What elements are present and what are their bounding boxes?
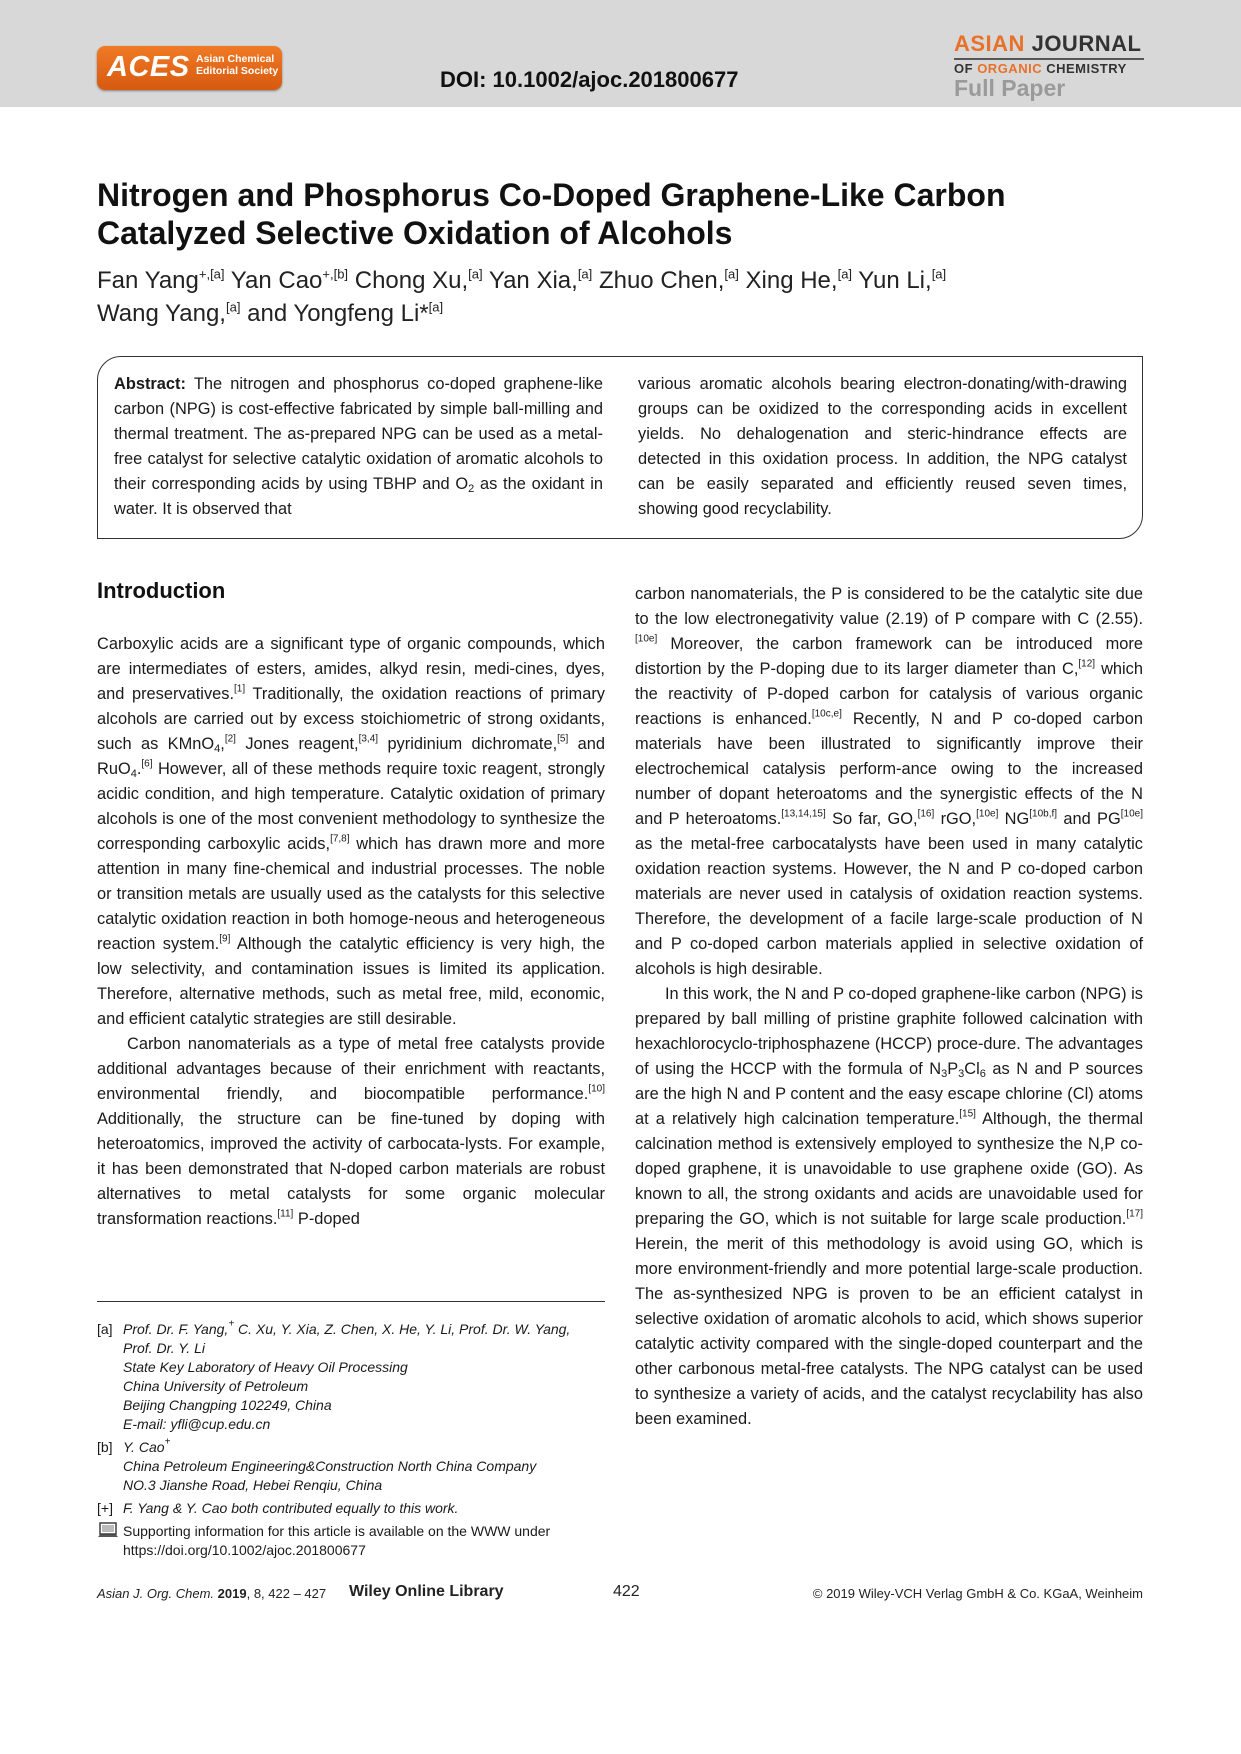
page-header <box>0 0 1241 107</box>
footnote-a-line4: China University of Petroleum <box>123 1378 309 1394</box>
abstract-left-column <box>114 372 603 522</box>
author-affiliation: [a] <box>577 266 593 282</box>
footer-year: 2019 <box>217 1586 247 1601</box>
text-run: and RuO <box>97 735 606 778</box>
footnote-b-tag: [b] <box>97 1439 113 1455</box>
subscript: 4 <box>214 742 221 755</box>
footnote-a-line2: Prof. Dr. Y. Li <box>123 1340 205 1356</box>
title-line-2: Catalyzed Selective Oxidation of Alcohols <box>97 215 733 251</box>
subscript: 3 <box>941 1067 948 1080</box>
citation-ref: [16] <box>917 808 935 820</box>
author-affiliation: [a] <box>724 266 739 282</box>
text-run: Carbon nanomaterials as a type of metal free catalysts provide additional advantages because of their enrichment with reactants, environmental friendly, and biocompatible performance. <box>97 1035 605 1103</box>
footnote-a-tag: [a] <box>97 1321 113 1337</box>
author-name: Zhuo Chen, <box>598 267 725 294</box>
author-name: Fan Yang <box>97 267 199 294</box>
left-paragraph-2 <box>97 1032 605 1232</box>
citation-ref: [10e] <box>976 808 999 820</box>
aces-logo-sub2: Editorial Society <box>196 65 279 77</box>
abstract-label: Abstract: <box>114 375 186 393</box>
article-title <box>97 176 1097 252</box>
wiley-online-library-link[interactable]: Wiley Online Library <box>349 1583 504 1600</box>
footer-citation <box>97 1586 326 1601</box>
text-run: Although the catalytic efficiency is very high, the low selectivity, and contamination issues is limited its application. Therefore, alternative methods, such as metal free, mild, economic, and efficient catalytic strategies are still desirable. <box>97 935 605 1028</box>
citation-ref: [10] <box>588 1083 605 1095</box>
subscript: 4 <box>130 767 137 780</box>
footnote-a-email[interactable]: E-mail: yfli@cup.edu.cn <box>123 1416 271 1432</box>
text-run: Herein, the merit of this methodology is avoid using GO, which is more environment-friendly and more potential large-scale production. The as-synthesized NPG is proven to be an efficient catalyst in selective oxidation of aromatic alcohols to acid, which shows superior catalytic activity compared with the single-doped counterpart and the other carbonous metal-free catalysts. The NPG catalyst can be used to synthesize a variety of acids, and the catalyst recyclability has also been examined. <box>635 1235 1143 1428</box>
citation-ref: [3,4] <box>358 733 379 745</box>
citation-ref: [11] <box>277 1208 294 1220</box>
text-run: pyridinium dichromate, <box>378 735 558 753</box>
citation-ref: [17] <box>1126 1208 1143 1220</box>
footnote-b-line2: China Petroleum Engineering&Construction North China Company <box>123 1458 537 1474</box>
text-run: which has drawn more and more attention in many fine-chemical and industrial processes. The noble or transition metals are usually used as the catalysts for this selective catalytic oxidation reaction in both homoge-neous and heterogeneous reaction system. <box>97 835 605 953</box>
author-affiliation: [a] <box>225 299 241 315</box>
author-name: and Yongfeng Li* <box>247 300 429 327</box>
copyright: © 2019 Wiley-VCH Verlag GmbH & Co. KGaA, Weinheim <box>812 1586 1143 1601</box>
footnote-plus <box>97 1499 605 1518</box>
text-run: , <box>220 735 225 753</box>
author-affiliation: [a] <box>428 299 444 315</box>
text-run: Carboxylic acids are a significant type of organic compounds, which are intermediates of esters, amides, alkyd resin, medi-cines, dyes, and preservatives. <box>97 635 605 703</box>
text-run: Moreover, the carbon framework can be introduced more distortion by the P-doping due to its larger diameter than C, <box>635 635 1143 678</box>
citation-ref: [2] <box>224 733 236 745</box>
footnote-a-line1-sup: + <box>228 1318 235 1330</box>
citation-ref: [10b,f] <box>1029 808 1058 820</box>
text-run: Jones reagent, <box>235 735 359 753</box>
section-heading-introduction: Introduction <box>97 578 226 603</box>
footnote-b-line3: NO.3 Jianshe Road, Hebei Renqiu, China <box>123 1477 383 1493</box>
citation-ref: [12] <box>1078 658 1096 670</box>
title-line-1: Nitrogen and Phosphorus Co-Doped Graphene-Like Carbon <box>97 177 1006 213</box>
abstract-left-tail: as the oxidant in water. It is observed that <box>114 475 603 518</box>
footnote-supporting-info <box>97 1522 605 1560</box>
footnote-a <box>97 1320 605 1434</box>
author-list <box>97 264 1147 330</box>
aces-logo-sub1: Asian Chemical <box>196 53 275 65</box>
abstract-right-column: various aromatic alcohols bearing electron-donating/with-drawing groups can be oxidized to the corresponding acids in excellent yields. No dehalogenation and steric-hindrance effects are detected in this oxidation process. In addition, the NPG catalyst can be easily separated and efficiently reused seven times, showing good recyclability. <box>638 375 1127 518</box>
text-run: So far, GO, <box>825 810 918 828</box>
text-run: rGO, <box>934 810 977 828</box>
author-affiliation: +,[b] <box>322 266 349 282</box>
abstract-left-text: The nitrogen and phosphorus co-doped graphene-like carbon (NPG) is cost-effective fabricated by simple ball-milling and thermal treatment. The as-prepared NPG can be used as a metal-free catalyst for selective catalytic oxidation of aromatic alcohols to their corresponding acids by using TBHP and O <box>114 375 603 493</box>
footnote-a-line1-pre: Prof. Dr. F. Yang, <box>123 1321 229 1337</box>
journal-logo-divider <box>954 58 1144 60</box>
citation-ref: [5] <box>557 733 569 745</box>
right-paragraph-1 <box>635 582 1143 982</box>
footnote-plus-tag: [+] <box>97 1500 113 1516</box>
text-run: Traditionally, the oxidation reactions of primary alcohols are carried out by excess stoichiometric of strong oxidants, such as KMnO <box>97 685 605 753</box>
body-left-column <box>97 632 605 1232</box>
text-run: and PG <box>1057 810 1121 828</box>
author-affiliation: +,[a] <box>198 266 225 282</box>
doi: DOI: 10.1002/ajoc.201800677 <box>440 67 739 92</box>
author-name: Yan Cao <box>230 267 323 294</box>
subscript: 6 <box>979 1067 986 1080</box>
text-run: In this work, the N and P co-doped graphene-like carbon (NPG) is prepared by ball milling of pristine graphite followed calcination with hexachlorocyclo-triphosphazene (HCCP) proce-dure. The advantages of using the HCCP with the formula of N <box>635 985 1143 1078</box>
author-affiliation: [a] <box>837 266 853 282</box>
text-run: Although, the thermal calcination method is extensively employed to synthesize the N,P co-doped graphene, it is unavoidable to use graphene oxide (GO). As known to all, the strong oxidants and acids are unavoidable used for preparing the GO, which is not suitable for large scale production. <box>635 1110 1143 1228</box>
author-name: Xing He, <box>745 267 838 294</box>
author-affiliation: [a] <box>468 266 483 282</box>
left-paragraph-1 <box>97 632 605 1032</box>
text-run: as the metal-free carbocatalysts have been used in many catalytic oxidation reaction systems. However, the N and P co-doped carbon materials are never used in catalysis of oxidation reaction systems. Therefore, the development of a facile large-scale production of N and P co-doped carbon materials applied in selective oxidation of alcohols is high desirable. <box>635 835 1143 978</box>
citation-ref: [10c,e] <box>811 708 842 720</box>
footnote-b-line1-pre: Y. Cao <box>123 1439 165 1455</box>
footnote-b <box>97 1438 605 1495</box>
text-run: Recently, N and P co-doped carbon materials have been illustrated to significantly improve their electrochemical catalysis perform-ance owing to the increased number of dopant heteroatoms and the synergistic effects of the N and P heteroatoms. <box>635 710 1143 828</box>
citation-ref: [1] <box>234 683 246 695</box>
footnote-divider <box>97 1301 605 1302</box>
text-run: P-doped <box>293 1210 360 1228</box>
page-footer <box>97 1583 1143 1603</box>
citation-ref: [13,14,15] <box>781 808 826 820</box>
journal-organic: ORGANIC <box>977 61 1043 76</box>
page-number: 422 <box>613 1583 640 1600</box>
footnote-a-line3: State Key Laboratory of Heavy Oil Processing <box>123 1359 408 1375</box>
citation-ref: [7,8] <box>330 833 350 845</box>
aces-logo <box>97 46 282 90</box>
citation-ref: [15] <box>959 1108 976 1120</box>
journal-chemistry: CHEMISTRY <box>1046 61 1127 76</box>
aces-logo-subtitle <box>196 53 280 77</box>
footnotes <box>97 1320 605 1564</box>
author-name: Yun Li, <box>858 267 932 294</box>
journal-logo-line1 <box>954 33 1144 55</box>
citation-ref: [6] <box>141 758 153 770</box>
text-run: carbon nanomaterials, the P is considered to be the catalytic site due to the low electronegativity value (2.19) of P compare with C (2.55). <box>635 585 1143 628</box>
body-right-column <box>635 582 1143 1432</box>
journal-of: OF <box>954 61 974 76</box>
footer-journal: Asian J. Org. Chem. <box>97 1586 215 1601</box>
journal-logo <box>954 33 1144 100</box>
text-run: However, all of these methods require toxic reagent, strongly acidic condition, and high temperature. Catalytic oxidation of primary alcohols is one of the most convenient methodology to synthesize the corresponding carboxylic acids, <box>97 760 605 853</box>
citation-ref: [10e] <box>1120 808 1143 820</box>
footnote-a-line5: Beijing Changping 102249, China <box>123 1397 332 1413</box>
author-name: Yan Xia, <box>488 267 578 294</box>
subscript: 3 <box>958 1067 965 1080</box>
citation-ref: [10e] <box>635 633 658 645</box>
author-name: Chong Xu, <box>354 267 469 294</box>
aces-logo-word: ACES <box>107 51 190 83</box>
text-run: Cl <box>964 1060 980 1078</box>
laptop-icon <box>97 1522 123 1560</box>
right-paragraph-2 <box>635 982 1143 1432</box>
supporting-info-link[interactable]: https://doi.org/10.1002/ajoc.201800677 <box>123 1542 366 1558</box>
footnote-a-line1-post: C. Xu, Y. Xia, Z. Chen, X. He, Y. Li, Prof. Dr. W. Yang, <box>234 1321 571 1337</box>
text-run: Additionally, the structure can be fine-tuned by doping with heteroatomics, improved the activity of carbocata-lysts. For example, it has been demonstrated that N-doped carbon materials are robust alternatives to metal catalysts for some organic molecular transformation reactions. <box>97 1110 605 1228</box>
text-run: as N and P sources are the high N and P content and the easy escape chlorine (Cl) atoms at a relatively high calcination temperature. <box>635 1060 1143 1128</box>
supporting-info-line1: Supporting information for this article is available on the WWW under <box>123 1523 551 1539</box>
footnote-b-line1-sup: + <box>164 1436 171 1448</box>
footer-volume-pages: , 8, 422 – 427 <box>246 1586 327 1601</box>
abstract-box <box>97 356 1143 539</box>
text-run: P <box>947 1060 959 1078</box>
citation-ref: [9] <box>219 933 231 945</box>
text-run: which the reactivity of P-doped carbon for catalysis of various organic reactions is enhanced. <box>635 660 1143 728</box>
author-name: Wang Yang, <box>97 300 226 327</box>
journal-logo-line2 <box>954 62 1144 76</box>
abstract-left-sub: 2 <box>468 482 475 495</box>
journal-asian: ASIAN <box>954 31 1025 56</box>
author-affiliation: [a] <box>931 266 947 282</box>
text-run: NG <box>998 810 1030 828</box>
text-run: . <box>136 760 142 778</box>
footnote-plus-text: F. Yang & Y. Cao both contributed equally to this work. <box>123 1500 459 1516</box>
article-type: Full Paper <box>954 75 1066 101</box>
journal-journal: JOURNAL <box>1031 31 1142 56</box>
